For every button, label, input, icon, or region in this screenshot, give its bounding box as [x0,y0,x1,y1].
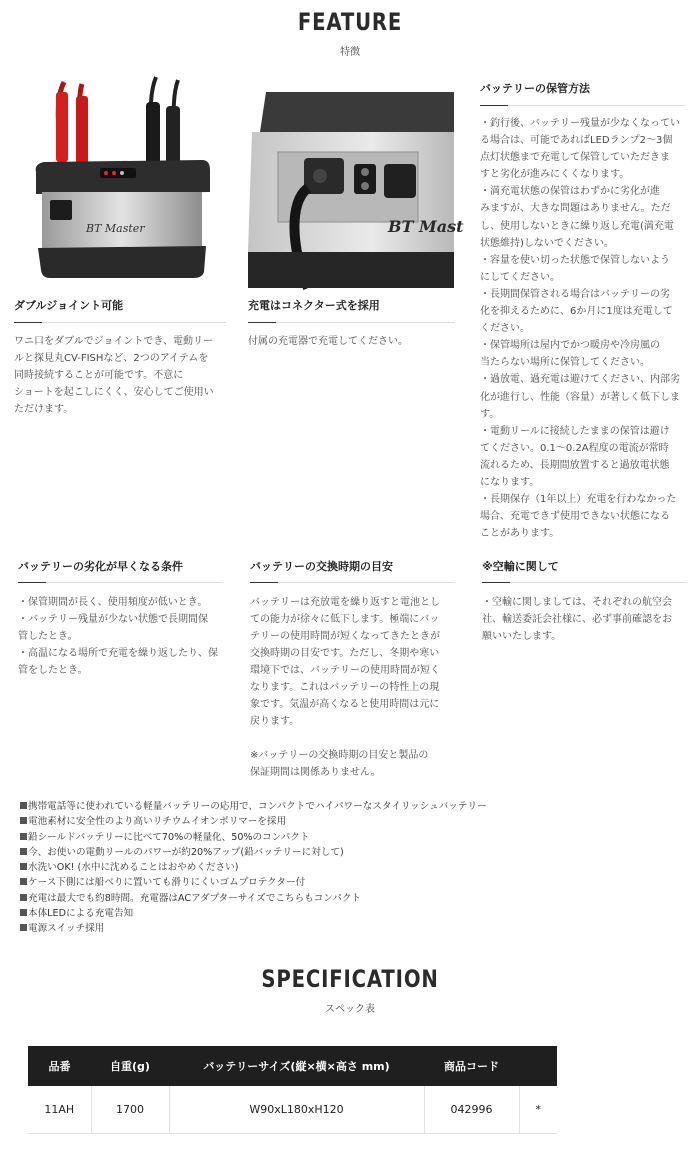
storage-line: ・長期保存（1年以上）充電を行わなかった [480,494,677,506]
storage-line: ください。 [480,323,530,335]
spec-table-header [28,1046,557,1086]
storage-line: る場合は、可能であればLEDランプ2〜3個 [480,135,673,147]
note-mark-cell: * [519,1086,557,1133]
connector-text: 付属の充電器で充電してください。 [248,336,408,347]
double-joint-heading: ダブルジョイント可能 [14,299,124,312]
air-transport-text: ・空輸に関しましては、それぞれの航空会 社、輸送委託会社様に、必ず事前確認をお 願いいたします。 [482,597,672,642]
double-joint-text: ワニ口をダブルでジョイントでき、電動リー ルと探見丸CV-FISHなど、2つのアイテムを 同時接続することが可能です。不意に ショートを起こしにくく、安心してご使用い ただけます。 [14,336,214,415]
degradation-heading: バッテリーの劣化が早くなる条件 [18,560,183,573]
list-item: 携帯電話等に使われている軽量バッテリーの応用で、コンパクトでハイパワーなスタイリッシュバッテリー [20,799,580,814]
square-bullet-icon [20,924,27,931]
replacement-note: ※バッテリーの交換時期の目安と製品の [250,750,429,761]
battery-product-image [14,72,226,288]
feature-subtitle: 特徴 [340,47,360,58]
degradation-text: ・保管期間が長く、使用頻度が低いとき。 ・バッテリー残量が少ない状態で長期間保 管したとき。 ・高温になる場所で充電を繰り返したり、保 管をしたとき。 [18,597,218,676]
column-header-part-number: 品番 [28,1046,91,1086]
square-bullet-icon [20,802,27,809]
table-row [28,1086,557,1133]
storage-line: みますが、大きな問題はありません。ただ [480,203,671,215]
weight-cell: 1700 [91,1086,169,1133]
storage-line: ・釣行後、バッテリー残量が少なくなってい [480,118,680,129]
storage-line: にしてください。 [480,271,560,283]
storage-line: ・電動リールに接続したままの保管は避け [480,425,670,437]
battery-brand-label: BT Master [86,222,145,235]
list-item: 本体LEDによる充電告知 [20,906,580,921]
storage-line: 化を抑えるために、6か月に1度は充電して [480,306,673,318]
storage-line: ・満充電状態の保管はわずかに劣化が進 [480,186,660,198]
list-item: ケース下側には船べりに置いても滑りにくいゴムプロテクター付 [20,875,580,890]
square-bullet-icon [20,863,27,870]
list-item: 鉛シールドバッテリーに比べて70%の軽量化、50%のコンパクト [20,830,580,845]
storage-divider [480,105,685,106]
storage-line: 化が進行し、性能（容量）が著しく低下しま [480,391,680,403]
connector-product-image [248,92,464,288]
storage-line: ことがあります。 [480,528,560,540]
storage-line: ・長期間保管される場合はバッテリーの劣 [480,288,670,300]
specification-title: SPECIFICATION [261,965,439,993]
square-bullet-icon [20,909,27,916]
air-transport-heading: ※空輸に関して [482,560,559,573]
double-joint-divider [14,322,226,323]
storage-line: になります。 [480,476,540,488]
specification-subtitle: スペック表 [325,1004,375,1015]
column-header-product-code: 商品コード [424,1046,519,1086]
spec-table [28,1046,557,1134]
list-item: 水洗いOK! (水中に沈めることはおやめください) [20,860,580,875]
storage-line: 点灯状態まで充電して保管していただきま [480,152,670,164]
list-item: 今、お使いの電動リールのパワーが約20%アップ(鉛バッテリーに対して) [20,845,580,860]
storage-line: 場合、充電できず使用できない状態になる [480,511,670,523]
list-item: 電池素材に安全性のより高いリチウムイオンポリマーを採用 [20,814,580,829]
storage-line: 流れるため、長期間放置すると過放電状態 [480,459,670,471]
square-bullet-icon [20,833,27,840]
square-bullet-icon [20,878,27,885]
replacement-text: バッテリーは充放電を繰り返すと電池とし ての能力が徐々に低下します。極端にバッ テリーの使用時間が短くなってきたときが 交換時期の目安です。ただし、冬期や寒い 環境下では、バッテリーの使用時間が短く なります。これはバッテリーの特性上の現 象です。気温が高くなると使用時間は元に 戻ります。 ※バッテリーの交換時期の目安と製品の 保証期間は関係ありません。 [250,594,465,781]
storage-line: すと劣化が進みにくくなります。 [480,169,630,181]
storage-line: 状態維持)しないでください。 [480,237,614,249]
storage-heading: バッテリーの保管方法 [480,82,590,95]
battery-size-cell: W90xL180xH120 [169,1086,424,1133]
list-item: 充電は最大でも約8時間。充電器はACアダプターサイズでこちらもコンパクト [20,891,580,906]
replacement-divider [250,582,455,583]
column-header-extra [519,1046,557,1086]
feature-bullet-list [20,799,580,937]
storage-line: てください。0.1〜0.2A程度の電流が常時 [480,442,669,454]
square-bullet-icon [20,894,27,901]
connector-divider [248,322,455,323]
storage-line: す。 [480,408,500,420]
degradation-divider [18,582,223,583]
air-transport-divider [482,582,687,583]
square-bullet-icon [20,817,27,824]
storage-line: ・保管場所は屋内でかつ暖房や冷房風の [480,340,660,352]
storage-line: ・容量を使い切った状態で保管しないよう [480,254,670,266]
column-header-battery-size: バッテリーサイズ(縦×横×高さ mm) [169,1046,424,1086]
part-number-cell: 11AH [28,1086,91,1133]
storage-line: し、使用しないときに繰り返し充電(満充電 [480,220,674,232]
list-item: 電源スイッチ採用 [20,921,580,936]
storage-text [480,115,690,542]
column-header-weight: 自重(g) [91,1046,169,1086]
storage-line: ・過放電、過充電は避けてください、内部劣 [480,374,680,386]
square-bullet-icon [20,848,27,855]
storage-line: 当たらない場所に保管してください。 [480,357,650,369]
connector-brand-label: BT Mast [388,217,464,236]
replacement-heading: バッテリーの交換時期の目安 [250,560,393,573]
product-code-cell: 042996 [424,1086,519,1133]
connector-heading: 充電はコネクター式を採用 [248,299,380,312]
feature-title: FEATURE [297,8,403,36]
